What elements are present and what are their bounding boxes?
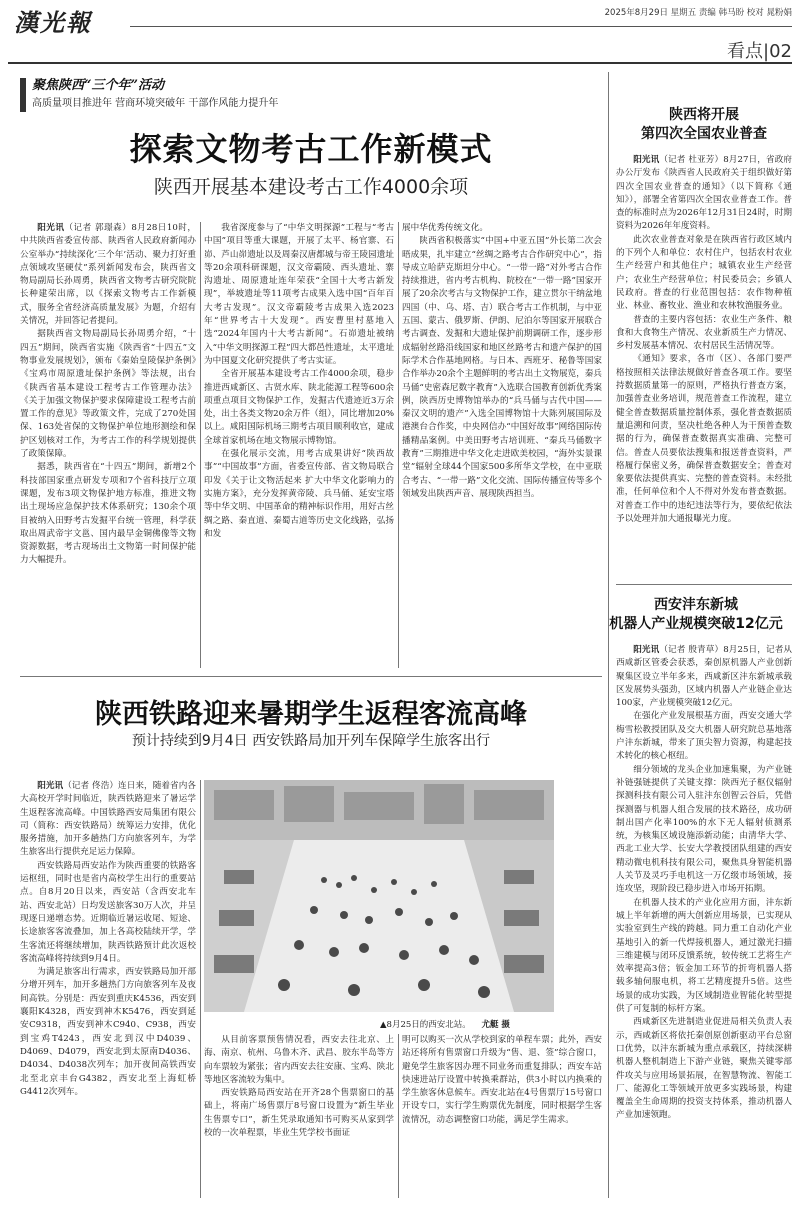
column-divider (398, 1034, 399, 1198)
article1-paragraph: 在强化展示交流，用考古成果讲好“陕西故事”“中国故事”方面，省委宣传部、省文物局联合印发《关于让文物活起来 扩大中华文化影响力的实施方案》，充分发挥黄帝陵、兵马俑、延安宝塔等中华文明、中国革命的精神标识作用，用好古丝绸之路、秦直道、秦蜀古道等历史文化线路，弘扬和发 (204, 449, 394, 539)
article1-column-3 (402, 222, 602, 668)
article1-paragraph: 据陕西省文物局副局长孙周勇介绍，“十四五”期间，陕西省实施《陕西省“十四五”文物事业发展规划》，颁布《秦始皇陵保护条例》《宝鸡市周原遗址保护条例》等法规，出台《陕西省基本建设工程考古工作管理办法》《关于加强文物保护要求保障建设工程考古前置工作的意见》等政策文件，完成了270处国保、163处省保的文物保护单位地形测绘和保护区划核对工作，为考古工作的科学规划提供了政策保障。 (20, 329, 196, 460)
article1-paragraph: 陕西省积极落实“中国+中亚五国”外长第二次会晤成果，扎牢建立“丝绸之路考古合作研究中心”，指导成立哈萨克斯坦分中心。“一带一路”对外考古合作持续推进，省内考古机构、院校在“一带一路”国家开展了20余次考古与文物保护工作，建立贯尔干纳盆地四国（中、乌、塔、吉）联合考古工作机制，与中亚五国、蒙古、俄罗斯、伊朗、尼泊尔等国家开展联合考古调查、发掘和大遗址保护前期调研工作，逐步形成辐射丝路沿线国家和地区丝路考古和遗产保护的国际学术合作基地网格。与日本、西班牙、秘鲁等国家合作举办20余个主题鲜明的考古出土文物展览，秦兵马俑“史密森尼数字教育”入选联合国教育创新优秀案例，陕西历史博物馆举办的“兵马俑与古代中国——秦汉文明的遗产”入选全国博物馆十大陈列展国际及港澳台合作奖，中央网信办“中国好故事”网络国际传播精品案例。中美田野考古培训班、“秦兵马俑数字教育”三期推进中华文化走进欧美校园，“海外实景课堂”辐射全球44个国家500多所华文学校，在中亚联合考古、“一带一路”文化交流、国际传播宣传等多个领域发出陕西声音、展现陕西担当。 (402, 236, 602, 499)
article2-headline: 陕西铁路迎来暑期学生返程客流高峰 (95, 699, 527, 730)
article2-paragraph: 为满足旅客出行需求，西安铁路局加开部分增开列车，加开多趟热门方向旅客列车及夜间高铁。分别是：西安到重庆K4536，西安到襄阳K4328，西安到神木K5476，西安到延安C9318，西安到神木C940、C938，西安到宝鸡T4243，西安北到汉中D4039、D4069、D4079，西安北到太原南D4036、D4034、D4038次列车；加开夜间高铁西安北至北京丰台G4382，西安北至上海虹桥G4412次列车。 (20, 967, 196, 1097)
article2-paragraph: 西安铁路局西安站作为陕西重要的铁路客运枢纽，同时也是省内高校学生出行的重要站点。自8月20日以来，西安站（含西安北车站、西安北站）日均发送旅客30万人次，并呈现逐日递增态势。近期临近暑运收尾、短途、长途旅客客流叠加，加上各高校陆续开学，学生客流还将继续增加，陕西铁路预计此次返校客流高峰将持续到9月4日。 (20, 860, 196, 964)
section-title: 看点|02 (727, 41, 792, 62)
campaign-banner (20, 72, 620, 114)
article3-paragraph: 8月27日，省政府办公厅发布《陕西省人民政府关于组织做好第四次全国农业普查的通知》（以下简称《通知》），部署全省第四次全国农业普查工作。普查的标准时点为2026年12月31日24时，时期资料为2026年年度资料。 (616, 155, 792, 232)
banner-subtitle: 高质量项目推进年 营商环境突破年 干部作风能力提升年 (32, 98, 279, 109)
photo-caption (380, 1018, 552, 1030)
column-divider (200, 222, 201, 668)
column-divider (200, 780, 201, 1198)
article2-column-3 (402, 1034, 602, 1198)
article4-headline (600, 596, 792, 634)
article1-column-2 (204, 222, 394, 668)
article2-paragraph: 明可以购买一次从学校到家的单程车票；此外，西安站还将所有售票窗口升级为“售、退、签”综合窗口，避免学生旅客因办理不同业务而重复排队；西安车站快速进站厅设置中转换乘群站，供3小时以内换乘的学生旅客休息候车。西安北站在4号售票厅15号窗口开设专口，实行学生购票优先制度，同时根据学生客流情况，动态调整窗口功能，满足学生需求。 (402, 1035, 602, 1125)
banner-title: 聚焦陕西“三个年”活动 (32, 78, 164, 93)
article-separator (20, 676, 602, 677)
article3-body (616, 154, 792, 578)
article2-column-2 (204, 1034, 394, 1198)
article4-headline-line2: 机器人产业规模突破12亿元 (609, 616, 783, 632)
article4-byline: 阳光讯 (633, 645, 660, 655)
article4-paragraph: 细分领域的龙头企业加速集聚，为产业链补链强链提供了关键支撑：陕西光子枢仪辐射探测科技有限公司入驻沣东创智云谷后，凭借探测器与机器人组合发展的技术路径，成功研制出国产化率100%的水下无人辐射侦测系统，为核集区域设施添新动能；由清华大学、西北工业大学、长安大学教授团队组建的西安精动微电机科技有限公司，聚焦具身智能机器人关节及灵巧手电机这一万亿级市场领域，接连攻坚，现阶段已稳步进入市场开拓期。 (616, 764, 792, 895)
article4-paragraph: 在机器人技术的产业化应用方面，沣东新城上半年新增的两大创新应用场景，已实现从实验室到生产线的跨越。同力重工自动化产业基地引入的新一代焊接机器人，通过激光扫描三维建模与闭环反馈系统，较传统工艺将生产效率提高3倍；钣金加工环节的折弯机器人搭载多轴伺服电机，将工艺精度提升5倍。这些场景的成功实践，为区域制造业智能化转型提供了可复制的标杆方案。 (616, 897, 792, 1015)
article4-reporter: （记者 殷青草） (659, 645, 724, 655)
article3-headline (616, 106, 792, 144)
article-separator (616, 584, 792, 585)
article4-headline-line1: 西安沣东新城 (654, 597, 738, 613)
article3-byline: 阳光讯 (633, 155, 660, 165)
photo-caption-text: ▲8月25日的西安北站。 (380, 1020, 471, 1030)
article3-reporter: （记者 杜亚芳） (659, 155, 724, 165)
banner-accent-bar (20, 78, 26, 112)
article2-paragraph: 连日来，随着省内各大高校开学时间临近，陕西铁路迎来了暑运学生返程客流高峰。中国铁路西安局集团有限公司（简称：西安铁路局）统筹运力安排，优化服务措施，加开多趟热门方向旅客列车，为学生旅客出行提供充足运力保障。 (20, 781, 196, 858)
article4-paragraph: 8月25日，记者从西咸新区管委会获悉，秦创原机器人产业创新聚集区设立半年多来，西咸新区沣东新城承载区发展势头强劲，区域内机器人产业链企业达100家，产业规模突破12亿元。 (616, 645, 792, 709)
newspaper-logo: 漢光報 (14, 8, 92, 37)
article3-headline-line1: 陕西将开展 (669, 107, 739, 123)
article1-column-1 (20, 222, 196, 668)
article3-paragraph: 普查的主要内容包括：农业生产条件、粮食和大食物生产情况、农业新质生产力情况、乡村发展基本情况、农村居民生活情况等。 (616, 314, 792, 352)
article2-reporter: （记者 佟浩） (63, 781, 119, 791)
article1-paragraph: 全省开展基本建设考古工作4000余项，稳步推进西咸新区、古贤水库、陕北能源工程等600余项重点项目文物保护工作，发掘古代遗迹近3万余处，出土各类文物20余万件（组），同比增加20%以上。咸阳国际机场三期考古项目顺利收官，建成全球首家机场在地文物展示博物馆。 (204, 369, 394, 446)
article3-paragraph: 此次农业普查对象是在陕西省行政区域内的下列个人和单位：农村住户，包括农村农业生产经营户和其他住户；城镇农业生产经营户；农业生产经营单位；村民委员会；乡镇人民政府。普查的行业范围包括：农作物种植业、林业、畜牧业、渔业和农林牧渔服务业。 (616, 234, 792, 312)
masthead-rule (130, 26, 792, 27)
issue-info: 2025年8月29日 星期五 责编 韩马盼 校对 晁粉娟 (604, 8, 792, 18)
article1-byline: 阳光讯 (37, 223, 65, 233)
article1-paragraph: 据悉，陕西省在“十四五”期间，新增2个科技部国家重点研发专项和7个省科技厅立项课题，发布3项文物保护地方标准，推进文物出土现场应急保护技术体系研究；130余个项目被纳入田野考古发掘平台统一管理，科学获取出周武帝宇文邕、国内最早金铜佛像等文物资源数据，考古现场出土文物第一时间保护能力大幅提升。 (20, 462, 196, 566)
article4-body (616, 644, 792, 1198)
article2-paragraph: 西安铁路局西安站在开齐28个售票窗口的基础上，将南广场售票厅8号窗口设置为“新生毕业生售票专口”，新生凭录取通知书可购买从家到学校的一次单程票，毕业生凭学校书面证 (204, 1088, 394, 1139)
station-hall-illustration (204, 780, 554, 1012)
article2-paragraph: 从目前客票预售情况看，西安去往北京、上海、南京、杭州、乌鲁木齐、武昌、胶东半岛等方向车票较为紧张；省内西安去往安康、宝鸡、陕北等地区客流较为集中。 (204, 1035, 394, 1085)
article1-headline: 探索文物考古工作新模式 (129, 130, 493, 168)
article4-paragraph: 西咸新区先进制造业促进局相关负责人表示，西咸新区将依托秦创原创新驱动平台总窗口优势，以沣东新城为重点承载区，持续深耕机器人整机制造上下游产业链，聚焦关键零部件攻关与应用场景拓展，在智慧物流、智能工厂、能源化工等领域开放更多实践场景，构建覆盖全生命周期的投资支持体系，推动机器人产业加速领跑。 (616, 1017, 792, 1121)
section-rule (8, 62, 792, 64)
article2-subhead: 预计持续到9月4日 西安铁路局加开列车保障学生旅客出行 (131, 733, 491, 749)
article4-paragraph: 在强化产业发展根基方面，西安交通大学梅雪松教授团队及交大机器人研究院总基地落户沣东新城，带来了顶尖智力资源，构建起技术转化的核心枢纽。 (616, 711, 792, 762)
article1-paragraph: 我省深度参与了“中华文明探源”工程与“考古中国”项目等重大课题，开展了太平、杨官寨、石峁、芦山峁遗址以及周秦汉唐都城与帝王陵园遗址等20余项科研课题，汉文帝霸陵、西头遗址、寨沟遗址、周原遗址连年荣获“全国十大考古新发现”，举坡遗址等11项考古成果入选中国“百年百大考古发现”。汉文帝霸陵考古成果入选2023年“世界考古十大发现”。西安曹里村墓地入选“2024年国内十大考古新闻”。石峁遗址被纳入“中华文明探源工程”四大都邑性遗址，太平遗址为中国夏文化研究提供了考古实证。 (204, 223, 394, 366)
article1-paragraph: 8月28日10时，中共陕西省委宣传部、陕西省人民政府新闻办公室举办“持续深化‘三个年’活动、聚力打好重点领域攻坚硬仗”系列新闻发布会，陕西省文物局副局长孙周勇，陕西省文物考古研究院院长种建荣出席，以《探索文物考古工作新模式，服务全省经济高质量发展》为题，介绍有关情况，并回答记者提问。 (20, 223, 196, 327)
station-hall-photo (204, 780, 554, 1012)
article1-subhead: 陕西开展基本建设考古工作4000余项 (153, 176, 469, 198)
article3-paragraph: 《通知》要求，各市（区）、各部门要严格按照相关法律法规做好普查各项工作。要坚持数据质量第一的原则，严格执行普查方案，加强普查业务培训，规范普查工作流程，建立健全普查数据质量控制体系，强化普查数据质量追溯和问责，坚决杜绝各种人为干预普查数据的行为，确保普查数据真实准确、完整可信。普查人员要依法搜集和报送普查资料，严格履行保密义务，确保普查数据安全；普查对象要依法提供真实、完整的普查资料。未经批准，任何单位和个人不得对外发布普查数据。对普查工作中的违纪违法等行为，要依纪依法予以处理并加大通报曝光力度。 (616, 354, 792, 525)
article2-column-1 (20, 780, 196, 1198)
article3-headline-line2: 第四次全国农业普查 (641, 126, 767, 142)
article1-paragraph: 展中华优秀传统文化。 (402, 223, 488, 233)
article1-reporter: （记者 郭璟森） (64, 223, 132, 233)
sidebar-divider (608, 72, 609, 1198)
column-divider (398, 222, 399, 668)
article2-byline: 阳光讯 (37, 781, 64, 791)
photo-credit: 尤艇 摄 (481, 1020, 510, 1030)
